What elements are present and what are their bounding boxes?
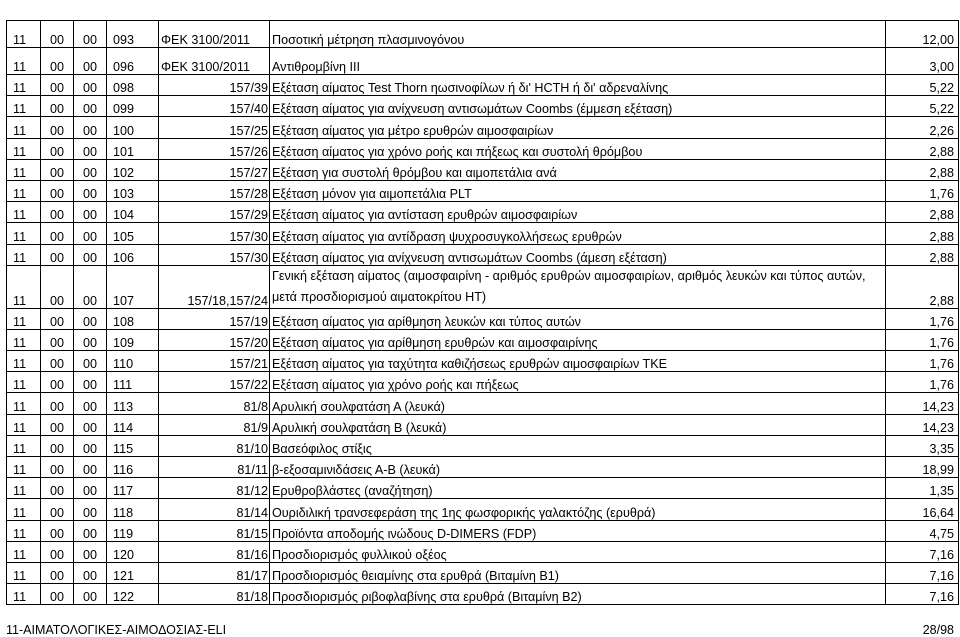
reference-cell: 157/19 [159,308,270,329]
description-cell: Αρυλική σουλφατάση Α (λευκά) [270,393,886,414]
reference-cell: 157/29 [159,202,270,223]
code-part-1: 11 [7,308,41,329]
description-cell: Εξέταση αίματος για ανίχνευση αντισωμάτων Coombs (έμμεση εξέταση) [270,96,886,117]
price-cell: 14,23 [886,414,959,435]
code-part-1: 11 [7,584,41,605]
reference-cell: 81/17 [159,562,270,583]
code-part-4: 096 [107,48,159,75]
description-cell: Αντιθρομβίνη ΙΙΙ [270,48,886,75]
code-part-3: 00 [74,478,107,499]
code-part-2: 00 [41,48,74,75]
code-part-3: 00 [74,159,107,180]
table-row [7,75,959,96]
table-row [7,180,959,201]
description-cell: Εξέταση για συστολή θρόμβου και αιμοπετάλια ανά [270,159,886,180]
price-cell: 1,35 [886,478,959,499]
code-part-1: 11 [7,393,41,414]
code-part-2: 00 [41,499,74,520]
price-cell: 3,35 [886,435,959,456]
reference-cell: 157/39 [159,75,270,96]
code-part-2: 00 [41,393,74,414]
code-part-3: 00 [74,96,107,117]
price-cell: 14,23 [886,393,959,414]
code-part-2: 00 [41,520,74,541]
table-row [7,244,959,265]
code-part-3: 00 [74,435,107,456]
table-row [7,435,959,456]
description-cell: Εξέταση αίματος για αντίσταση ερυθρών αιμοσφαιρίων [270,202,886,223]
table-row [7,478,959,499]
table-row [7,48,959,75]
table-body [7,21,959,605]
description-cell: β-εξοσαμινιδάσεις Α-Β (λευκά) [270,457,886,478]
code-part-4: 118 [107,499,159,520]
price-cell: 2,88 [886,244,959,265]
table-row [7,372,959,393]
table-row [7,117,959,138]
price-cell: 2,26 [886,117,959,138]
table-row [7,499,959,520]
reference-cell: 81/18 [159,584,270,605]
reference-cell: ΦΕΚ 3100/2011 [159,21,270,48]
table-row [7,414,959,435]
code-part-4: 111 [107,372,159,393]
description-cell: Προϊόντα αποδομής ινώδους D-DIMERS (FDP) [270,520,886,541]
code-part-4: 120 [107,541,159,562]
code-part-2: 00 [41,265,74,308]
description-cell: Εξέταση αίματος Test Thorn ηωσινοφίλων ή δι' ΗCTH ή δι' αδρεναλίνης [270,75,886,96]
reference-cell: 157/21 [159,351,270,372]
code-part-3: 00 [74,457,107,478]
code-part-2: 00 [41,202,74,223]
description-cell: Εξέταση αίματος για ανίχνευση αντισωμάτων Coombs (άμεση εξέταση) [270,244,886,265]
code-part-1: 11 [7,372,41,393]
price-cell: 2,88 [886,202,959,223]
code-part-4: 113 [107,393,159,414]
code-part-4: 102 [107,159,159,180]
description-cell: Προσδιορισμός ριβοφλαβίνης στα ερυθρά (Βιταμίνη Β2) [270,584,886,605]
price-cell: 1,76 [886,372,959,393]
code-part-1: 11 [7,351,41,372]
code-part-1: 11 [7,159,41,180]
code-part-4: 114 [107,414,159,435]
price-cell: 4,75 [886,520,959,541]
description-cell: Εξέταση αίματος για αρίθμηση ερυθρών και αιμοσφαιρίνης [270,329,886,350]
description-cell: Γενική εξέταση αίματος (αιμοσφαιρίνη - αριθμός ερυθρών αιμοσφαιρίων, αριθμός λευκών και τύπος αυτών, μετά προσδιορισμού αιματοκρίτου ΗΤ) [270,265,886,308]
code-part-2: 00 [41,223,74,244]
code-part-1: 11 [7,541,41,562]
code-part-3: 00 [74,75,107,96]
code-part-3: 00 [74,223,107,244]
description-cell: Προσδιορισμός φυλλικού οξέος [270,541,886,562]
reference-cell: 157/30 [159,244,270,265]
code-part-4: 103 [107,180,159,201]
reference-cell: 81/15 [159,520,270,541]
code-part-2: 00 [41,351,74,372]
price-table [6,20,959,605]
description-cell: Εξέταση αίματος για ταχύτητα καθιζήσεως ερυθρών αιμοσφαιρίων ΤΚΕ [270,351,886,372]
code-part-3: 00 [74,308,107,329]
price-cell: 7,16 [886,562,959,583]
price-cell: 2,88 [886,159,959,180]
code-part-2: 00 [41,562,74,583]
description-cell: Ουριδιλική τρανσεφεράση της 1ης φωσφορικής γαλακτόζης (ερυθρά) [270,499,886,520]
code-part-4: 116 [107,457,159,478]
code-part-4: 105 [107,223,159,244]
table-row [7,329,959,350]
price-cell: 18,99 [886,457,959,478]
code-part-3: 00 [74,117,107,138]
code-part-3: 00 [74,329,107,350]
code-part-2: 00 [41,244,74,265]
code-part-4: 121 [107,562,159,583]
code-part-2: 00 [41,180,74,201]
code-part-2: 00 [41,138,74,159]
code-part-1: 11 [7,562,41,583]
code-part-4: 122 [107,584,159,605]
code-part-1: 11 [7,138,41,159]
code-part-3: 00 [74,244,107,265]
code-part-2: 00 [41,329,74,350]
code-part-2: 00 [41,478,74,499]
table-row [7,584,959,605]
price-cell: 5,22 [886,96,959,117]
reference-cell: 81/11 [159,457,270,478]
code-part-4: 104 [107,202,159,223]
code-part-3: 00 [74,393,107,414]
reference-cell: 81/10 [159,435,270,456]
reference-cell: 81/16 [159,541,270,562]
code-part-2: 00 [41,457,74,478]
description-cell: Εξέταση αίματος για μέτρο ερυθρών αιμοσφαιρίων [270,117,886,138]
code-part-2: 00 [41,541,74,562]
code-part-1: 11 [7,435,41,456]
code-part-2: 00 [41,584,74,605]
code-part-3: 00 [74,48,107,75]
description-cell: Ποσοτική μέτρηση πλασμινογόνου [270,21,886,48]
code-part-1: 11 [7,96,41,117]
table-row [7,457,959,478]
code-part-4: 093 [107,21,159,48]
code-part-1: 11 [7,180,41,201]
price-cell: 2,88 [886,265,959,308]
code-part-3: 00 [74,265,107,308]
code-part-4: 098 [107,75,159,96]
price-cell: 7,16 [886,541,959,562]
table-row [7,393,959,414]
price-cell: 16,64 [886,499,959,520]
code-part-4: 106 [107,244,159,265]
code-part-2: 00 [41,435,74,456]
code-part-4: 100 [107,117,159,138]
code-part-4: 117 [107,478,159,499]
code-part-3: 00 [74,351,107,372]
description-cell: Αρυλική σουλφατάση Β (λευκά) [270,414,886,435]
code-part-2: 00 [41,308,74,329]
description-cell: Ερυθροβλάστες (αναζήτηση) [270,478,886,499]
table-row [7,21,959,48]
code-part-3: 00 [74,562,107,583]
price-cell: 1,76 [886,308,959,329]
reference-cell: 157/40 [159,96,270,117]
code-part-1: 11 [7,75,41,96]
description-cell: Προσδιορισμός θειαμίνης στα ερυθρά (Βιταμίνη Β1) [270,562,886,583]
reference-cell: 157/25 [159,117,270,138]
code-part-4: 115 [107,435,159,456]
code-part-3: 00 [74,541,107,562]
price-cell: 2,88 [886,223,959,244]
reference-cell: 157/26 [159,138,270,159]
code-part-1: 11 [7,414,41,435]
code-part-4: 107 [107,265,159,308]
description-cell: Βασεόφιλος στίξις [270,435,886,456]
table-row [7,351,959,372]
code-part-2: 00 [41,21,74,48]
table-row [7,541,959,562]
price-cell: 3,00 [886,48,959,75]
code-part-4: 099 [107,96,159,117]
code-part-1: 11 [7,457,41,478]
description-cell: Εξέταση αίματος για αντίδραση ψυχροσυγκολλήσεως ερυθρών [270,223,886,244]
reference-cell: 81/9 [159,414,270,435]
reference-cell: 81/8 [159,393,270,414]
reference-cell: 157/20 [159,329,270,350]
table-row [7,265,959,308]
description-cell: Εξέταση αίματος για χρόνο ροής και πήξεως και συστολή θρόμβου [270,138,886,159]
code-part-2: 00 [41,117,74,138]
price-cell: 12,00 [886,21,959,48]
code-part-2: 00 [41,96,74,117]
table-row [7,520,959,541]
reference-cell: 157/30 [159,223,270,244]
description-cell: Εξέταση μόνον για αιμοπετάλια PLT [270,180,886,201]
code-part-4: 108 [107,308,159,329]
price-cell: 2,88 [886,138,959,159]
code-part-1: 11 [7,329,41,350]
code-part-1: 11 [7,478,41,499]
code-part-3: 00 [74,180,107,201]
code-part-1: 11 [7,202,41,223]
code-part-3: 00 [74,499,107,520]
price-cell: 1,76 [886,329,959,350]
table-row [7,202,959,223]
reference-cell: 81/12 [159,478,270,499]
code-part-1: 11 [7,520,41,541]
table-row [7,562,959,583]
code-part-4: 119 [107,520,159,541]
reference-cell: 157/27 [159,159,270,180]
code-part-3: 00 [74,138,107,159]
table-row [7,138,959,159]
table-row [7,96,959,117]
price-cell: 7,16 [886,584,959,605]
code-part-2: 00 [41,372,74,393]
footer-page-number: 28/98 [922,623,954,637]
reference-cell: 157/18,157/24 [159,265,270,308]
description-cell: Εξέταση αίματος για αρίθμηση λευκών και τύπος αυτών [270,308,886,329]
footer-filename: 11-ΑΙΜΑΤΟΛΟΓΙΚΕΣ-ΑΙΜΟΔΟΣΙΑΣ-ELI [6,623,227,637]
reference-cell: 157/22 [159,372,270,393]
code-part-3: 00 [74,202,107,223]
code-part-4: 101 [107,138,159,159]
code-part-3: 00 [74,520,107,541]
code-part-4: 110 [107,351,159,372]
code-part-3: 00 [74,584,107,605]
price-cell: 1,76 [886,180,959,201]
code-part-1: 11 [7,21,41,48]
table-row [7,159,959,180]
reference-cell: 81/14 [159,499,270,520]
description-cell: Εξέταση αίματος για χρόνο ροής και πήξεως [270,372,886,393]
price-cell: 1,76 [886,351,959,372]
reference-cell: 157/28 [159,180,270,201]
code-part-3: 00 [74,372,107,393]
code-part-1: 11 [7,223,41,244]
code-part-3: 00 [74,21,107,48]
code-part-1: 11 [7,265,41,308]
code-part-2: 00 [41,159,74,180]
code-part-2: 00 [41,414,74,435]
code-part-1: 11 [7,117,41,138]
price-cell: 5,22 [886,75,959,96]
code-part-1: 11 [7,48,41,75]
reference-cell: ΦΕΚ 3100/2011 [159,48,270,75]
code-part-4: 109 [107,329,159,350]
table-row [7,223,959,244]
code-part-1: 11 [7,499,41,520]
code-part-3: 00 [74,414,107,435]
code-part-1: 11 [7,244,41,265]
table-row [7,308,959,329]
code-part-2: 00 [41,75,74,96]
